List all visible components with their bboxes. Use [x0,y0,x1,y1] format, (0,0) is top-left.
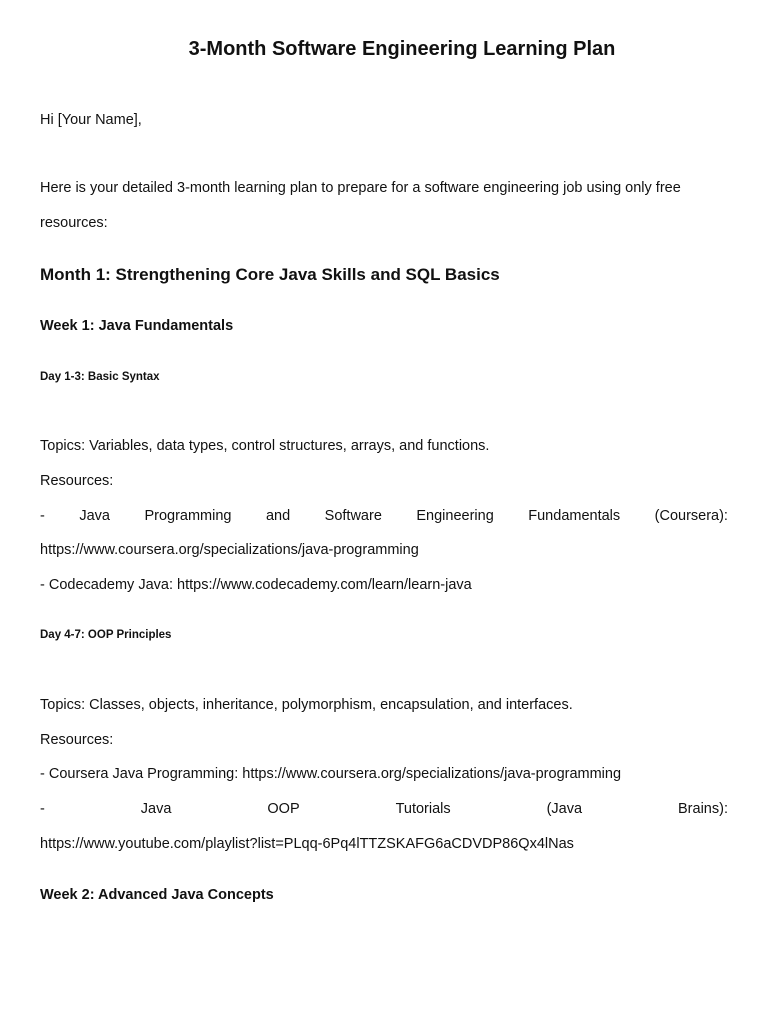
day-1-3-heading: Day 1-3: Basic Syntax [40,371,160,383]
day-1-3-resource-1-url[interactable]: https://www.coursera.org/specializations/java-programming [40,542,419,558]
week-1-heading: Week 1: Java Fundamentals [40,318,234,334]
day-1-3-topics: Topics: Variables, data types, control structures, arrays, and functions. [40,438,490,454]
day-1-3-resource-2[interactable]: - Codecademy Java: https://www.codecademy.com/learn/learn-java [40,577,472,593]
resource-word: Fundamentals [528,508,621,524]
resource-word: Programming [144,508,232,524]
week-2-heading: Week 2: Advanced Java Concepts [40,887,274,903]
day-4-7-resource-2-url[interactable]: https://www.youtube.com/playlist?list=PLqq-6Pq4lTTZSKAFG6aCDVDP86Qx4lNas [40,836,574,852]
resource-word: (Java [546,801,583,817]
resource-word: Java [140,801,172,817]
day-4-7-heading: Day 4-7: OOP Principles [40,629,172,641]
day-4-7-resources-label: Resources: [40,732,114,748]
resource-word: Java [79,508,110,524]
month-1-heading: Month 1: Strengthening Core Java Skills and SQL Basics [40,265,500,284]
resource-word: and [265,508,291,524]
document-title: 3-Month Software Engineering Learning Plan [188,38,616,60]
day-4-7-resource-2-line [40,801,728,817]
resource-word: - [40,801,45,817]
day-1-3-resources-label: Resources: [40,473,114,489]
intro-paragraph-line-1: Here is your detailed 3-month learning plan to prepare for a software engineering job using only free [40,180,681,196]
day-4-7-topics: Topics: Classes, objects, inheritance, polymorphism, encapsulation, and interfaces. [40,697,573,713]
resource-word: OOP [267,801,300,817]
resource-word: Software [324,508,382,524]
resource-word: Brains): [678,801,728,817]
day-1-3-resource-1-line [40,508,728,524]
resource-word: - [40,508,45,524]
resource-word: Engineering [416,508,494,524]
greeting: Hi [Your Name], [40,112,142,128]
day-4-7-resource-1[interactable]: - Coursera Java Programming: https://www.coursera.org/specializations/java-programming [40,766,622,782]
intro-paragraph-line-2: resources: [40,215,108,231]
resource-word: Tutorials [395,801,451,817]
resource-word: (Coursera): [654,508,728,524]
